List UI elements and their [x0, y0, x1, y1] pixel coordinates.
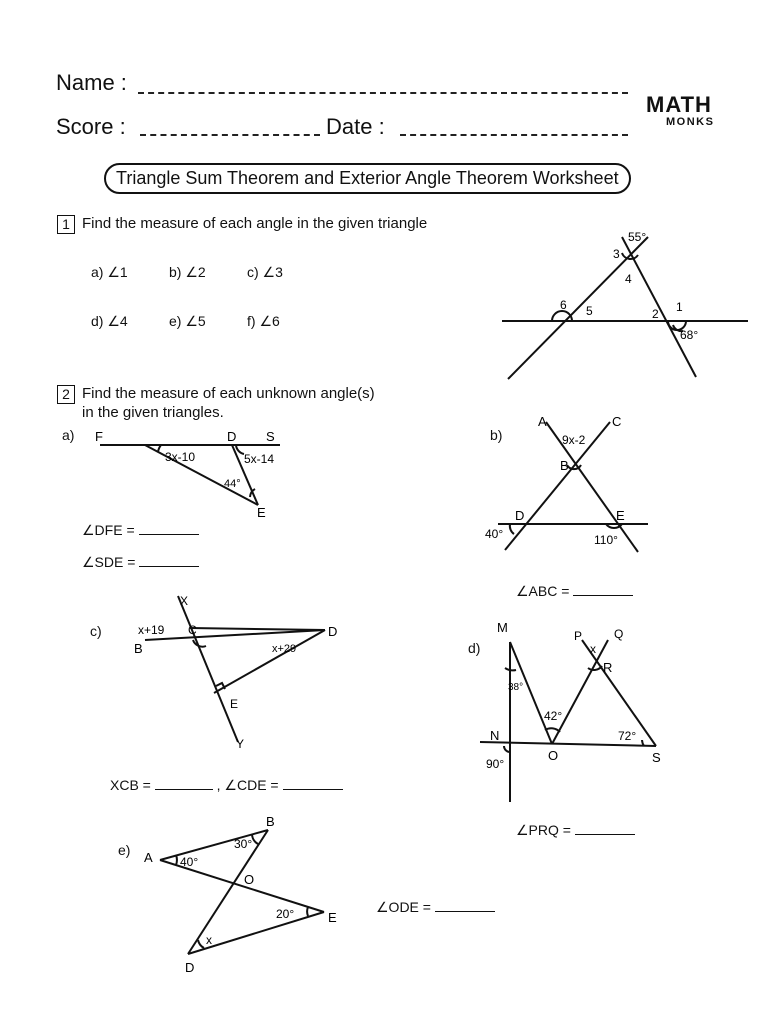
q2b-point-e: E — [616, 508, 625, 523]
q2d-angle-38: 38° — [508, 682, 524, 693]
q2c-point-y: Y — [236, 737, 245, 751]
q2a-point-s: S — [266, 429, 275, 444]
q2a-answer-sde: ∠SDE = — [82, 554, 199, 571]
q2e-angle-30: 30° — [234, 837, 253, 851]
q2e-point-d: D — [185, 960, 195, 975]
q2b-point-b: B — [560, 458, 569, 473]
q1-label-1: 1 — [676, 300, 683, 314]
q2e-angle-40: 40° — [180, 855, 199, 869]
q1-item-c: c) ∠3 — [247, 264, 283, 280]
q2b-point-c: C — [612, 414, 622, 429]
question-2-prompt-line2: in the given triangles. — [82, 404, 224, 421]
q2d-angle-x: x — [590, 642, 596, 656]
logo-math: MATH — [646, 92, 712, 117]
q2a-point-e: E — [257, 505, 266, 520]
q2a-point-f: F — [95, 429, 103, 444]
q2b-figure — [480, 410, 660, 560]
q2b-label: b) — [490, 427, 503, 443]
q2d-answer-prq: ∠PRQ = — [516, 822, 635, 839]
q1-angle-55: 55° — [628, 230, 647, 244]
q2c-angle-x+19: x+19 — [138, 623, 165, 637]
question-1-number: 1 — [57, 215, 75, 234]
q2d-figure — [478, 620, 678, 808]
q2c-point-c: C — [188, 623, 197, 637]
q2c-point-e: E — [230, 697, 239, 711]
q2d-point-s: S — [652, 750, 661, 765]
q2e-answer-ode: ∠ODE = — [376, 899, 495, 916]
q2a-angle-5x-14: 5x-14 — [244, 452, 275, 466]
q2e-point-b: B — [266, 814, 275, 829]
q1-label-2: 2 — [652, 307, 659, 321]
q1-angle-68: 68° — [680, 328, 699, 342]
score-label: Score : — [56, 114, 126, 139]
score-field[interactable] — [140, 134, 320, 136]
q2e-point-o: O — [244, 872, 255, 887]
q2e-angle-20: 20° — [276, 907, 295, 921]
q2b-answer-abc: ∠ABC = — [516, 583, 633, 600]
q2b-angle-40: 40° — [485, 527, 504, 541]
q2a-figure — [90, 425, 290, 520]
q2e-point-a: A — [144, 850, 153, 865]
q2d-angle-72: 72° — [618, 729, 637, 743]
q1-item-a: a) ∠1 — [91, 264, 128, 280]
question-1-prompt: Find the measure of each angle in the given triangle — [82, 215, 428, 232]
q2a-answer-dfe: ∠DFE = — [82, 522, 199, 539]
q2c-point-d: D — [328, 624, 338, 639]
q2e-label: e) — [118, 842, 131, 858]
q2b-point-d: D — [515, 508, 525, 523]
q2a-label: a) — [62, 427, 75, 443]
q1-label-3: 3 — [613, 247, 620, 261]
q2d-point-q: Q — [614, 627, 624, 641]
q1-label-5: 5 — [586, 304, 593, 318]
q1-item-d: d) ∠4 — [91, 313, 128, 329]
q2a-angle-3x-10: 3x-10 — [165, 450, 196, 464]
q2b-angle-9x-2: 9x-2 — [562, 433, 586, 447]
q2d-point-o: O — [548, 748, 559, 763]
q1-label-4: 4 — [625, 272, 632, 286]
q2d-point-n: N — [490, 728, 500, 743]
date-label: Date : — [326, 114, 385, 139]
q1-label-6: 6 — [560, 298, 567, 312]
q2c-label: c) — [90, 623, 102, 639]
q2c-point-x: X — [180, 594, 189, 608]
q2c-figure — [130, 590, 350, 755]
question-2-prompt-line1: Find the measure of each unknown angle(s) — [82, 385, 375, 402]
q2e-figure — [140, 810, 350, 978]
q2c-answers: XCB = , ∠CDE = — [110, 777, 343, 794]
q2a-angle-44: 44° — [224, 478, 241, 490]
q1-triangle-figure — [490, 225, 760, 385]
q2c-point-b: B — [134, 641, 143, 656]
logo-monks: MONKS — [666, 116, 715, 128]
q2d-angle-90: 90° — [486, 757, 505, 771]
q2b-point-a: A — [538, 414, 547, 429]
q2b-angle-110: 110° — [594, 533, 618, 547]
q2e-point-e: E — [328, 910, 337, 925]
q2d-point-p: P — [574, 629, 583, 643]
q2d-angle-42: 42° — [544, 709, 563, 723]
q2d-point-r: R — [603, 660, 613, 675]
q2d-point-m: M — [497, 620, 508, 635]
q2e-angle-x: x — [206, 933, 212, 947]
name-field[interactable] — [138, 92, 628, 94]
date-field[interactable] — [400, 134, 628, 136]
q2d-label: d) — [468, 640, 481, 656]
name-label: Name : — [56, 70, 127, 95]
q1-item-f: f) ∠6 — [247, 313, 280, 329]
q1-item-b: b) ∠2 — [169, 264, 206, 280]
question-2-number: 2 — [57, 385, 75, 404]
worksheet-title: Triangle Sum Theorem and Exterior Angle Theorem Worksheet — [104, 163, 631, 194]
q2a-point-d: D — [227, 429, 237, 444]
q1-item-e: e) ∠5 — [169, 313, 206, 329]
q2c-angle-x+29: x+29 — [272, 643, 297, 655]
